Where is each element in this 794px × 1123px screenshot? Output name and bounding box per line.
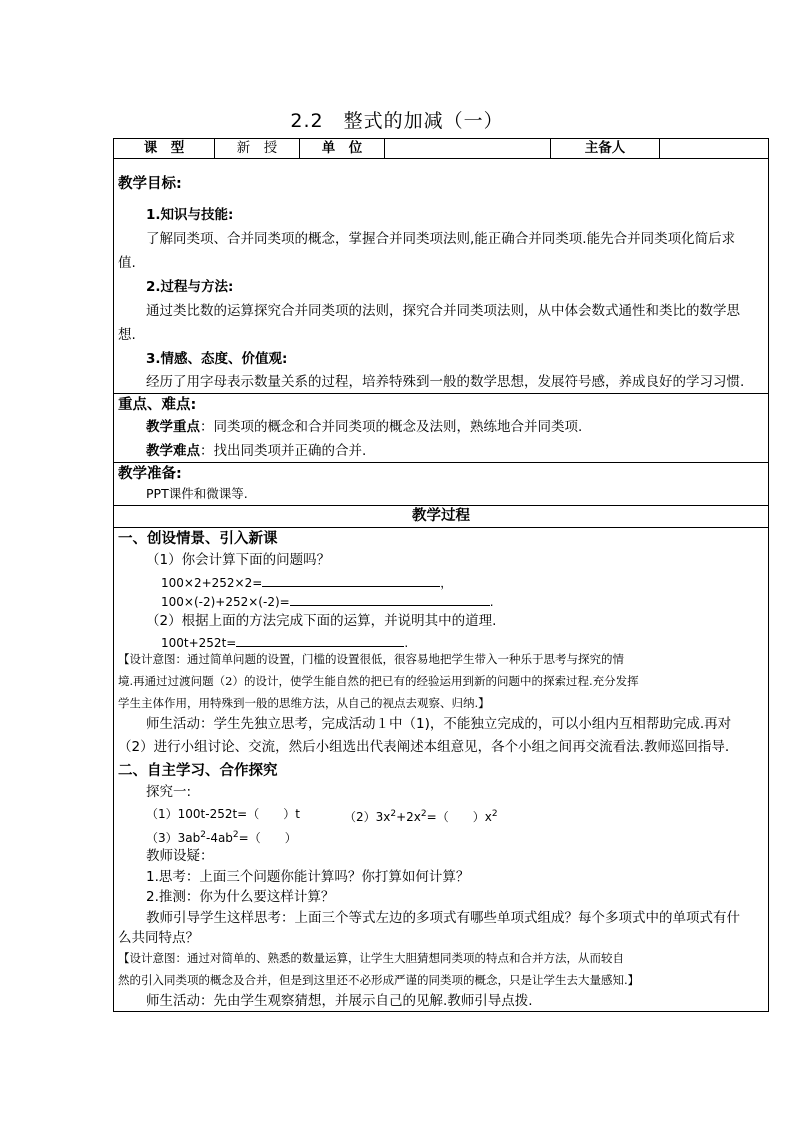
punctuation: ， <box>440 576 453 590</box>
design-intent-line: 然的引入同类项的概念及合并，但是到这里还不必形成严谨的同类项的概念，只是让学生去大量感知.】 <box>118 973 640 987</box>
page-title: 2.2 整式的加减（一） <box>290 110 504 132</box>
objectives-heading: 教学目标: <box>118 176 182 192</box>
design-intent-2 <box>118 947 764 991</box>
expr-part: -4ab <box>205 831 233 845</box>
exponent: 2 <box>390 809 397 819</box>
divider <box>659 138 660 158</box>
teacher-question-label: 教师设疑： <box>146 848 214 864</box>
calc-line-2 <box>161 593 494 611</box>
guide-text: 么共同特点？ <box>118 930 199 946</box>
answer-blank[interactable] <box>262 574 440 587</box>
key-point-line <box>146 418 582 436</box>
exercise-2 <box>344 805 498 826</box>
attitude-text: 经历了用字母表示数量关系的过程，培养特殊到一般的数学思想，发展符号感，养成良好的学习习惯. <box>146 374 745 390</box>
question-2: （2）根据上面的方法完成下面的运算，并说明其中的道理. <box>146 613 497 629</box>
prep-text: PPT课件和微课等. <box>146 486 248 501</box>
difficulty-label: 教学难点 <box>146 443 200 459</box>
divider <box>113 158 769 159</box>
calc-expression: 100×(-2)+252×(-2)= <box>161 595 290 609</box>
think-question: 1.思考：上面三个问题你能计算吗？你打算如何计算？ <box>146 869 470 885</box>
expr-part: =（ ） <box>238 831 297 845</box>
activity-2-text: 师生活动：先由学生观察猜想，并展示自己的见解.教师引导点拨. <box>146 993 533 1009</box>
section2-heading: 二、自主学习、合作探究 <box>118 763 278 779</box>
attitude-heading: 3.情感、态度、价值观: <box>146 351 288 367</box>
key-label: 教学重点 <box>146 419 200 435</box>
divider <box>384 138 385 158</box>
difficulty-text: ：找出同类项并正确的合并. <box>200 443 367 459</box>
divider <box>113 527 769 528</box>
activity-1-text: 师生活动：学生先独立思考，完成活动１中（1)，不能独立完成的，可以小组内互相帮助完成.再对 <box>146 716 732 732</box>
section1-heading: 一、创设情景、引入新课 <box>118 531 278 547</box>
process-method-heading: 2.过程与方法: <box>146 279 234 295</box>
unit-label: 单 位 <box>321 140 363 156</box>
exponent: 2 <box>420 809 427 819</box>
exercise-1: （1）100t-252t=（ ）t <box>146 807 300 821</box>
expr-part: （3）3ab <box>146 831 201 845</box>
difficulty-line <box>146 442 366 460</box>
design-intent-line: 境.再通过过渡问题（2）的设计，使学生能自然的把已有的经验运用到新的问题中的探索过程.充分发挥 <box>118 674 639 688</box>
answer-blank[interactable] <box>236 634 404 647</box>
process-method-text: 通过类比数的运算探究合并同类项的法则，探究合并同类项法则，从中体会数式通性和类比的数学思 <box>146 303 740 319</box>
knowledge-heading: 1.知识与技能: <box>146 207 234 223</box>
divider <box>113 393 769 394</box>
expr-part: =（ ）x <box>426 810 492 824</box>
exponent: 2 <box>491 809 498 819</box>
design-intent-1 <box>118 648 764 714</box>
process-method-text: 想. <box>118 327 136 343</box>
design-intent-line: 【设计意图：通过简单问题的设置，门槛的设置很低，很容易地把学生带入一种乐于思考与探究的情 <box>118 652 624 666</box>
divider <box>113 505 769 506</box>
punctuation: . <box>404 636 409 650</box>
exponent: 2 <box>200 830 206 840</box>
key-text: ：同类项的概念和合并同类项的概念及法则，熟练地合并同类项. <box>200 419 583 435</box>
calc-expression: 100×2+252×2= <box>161 576 263 590</box>
course-type-value: 新 授 <box>236 140 278 156</box>
expr-part: （2）3x <box>344 810 391 824</box>
knowledge-text: 值. <box>118 255 136 271</box>
design-intent-line: 学生主体作用，用特殊到一般的思维方法，从自己的视点去观察、归纳.】 <box>118 696 490 710</box>
answer-blank[interactable] <box>290 593 490 606</box>
punctuation: . <box>489 595 494 609</box>
expr-part: +2x <box>396 810 421 824</box>
preparer-label: 主备人 <box>584 140 626 156</box>
activity-1-text: （2）进行小组讨论、交流，然后小组选出代表阐述本组意见，各个小组之间再交流看法.教师巡回指导. <box>118 739 730 755</box>
question-1: （1）你会计算下面的问题吗？ <box>146 552 331 568</box>
explore-label: 探究一: <box>146 784 192 800</box>
guide-text: 教师引导学生这样思考：上面三个等式左边的多项式有哪些单项式组成？每个多项式中的单项式有什 <box>146 910 740 926</box>
process-heading: 教学过程 <box>412 508 470 524</box>
calc-expression: 100t+252t= <box>161 636 237 650</box>
design-intent-line: 【设计意图：通过对简单的、熟悉的数量运算，让学生大胆猜想同类项的特点和合并方法，从而较自 <box>118 951 624 965</box>
course-type-label: 课 型 <box>143 140 185 156</box>
divider <box>113 462 769 463</box>
key-points-heading: 重点、难点: <box>118 397 197 413</box>
calc-line-1 <box>161 574 452 592</box>
knowledge-text: 了解同类项、合并同类项的概念，掌握合并同类项法则,能正确合并同类项.能先合并同类项化简后求 <box>146 231 736 247</box>
exponent: 2 <box>232 830 239 840</box>
prep-heading: 教学准备: <box>118 466 182 482</box>
guess-question: 2.推测：你为什么要这样计算？ <box>146 889 335 905</box>
exercise-3 <box>146 826 297 847</box>
